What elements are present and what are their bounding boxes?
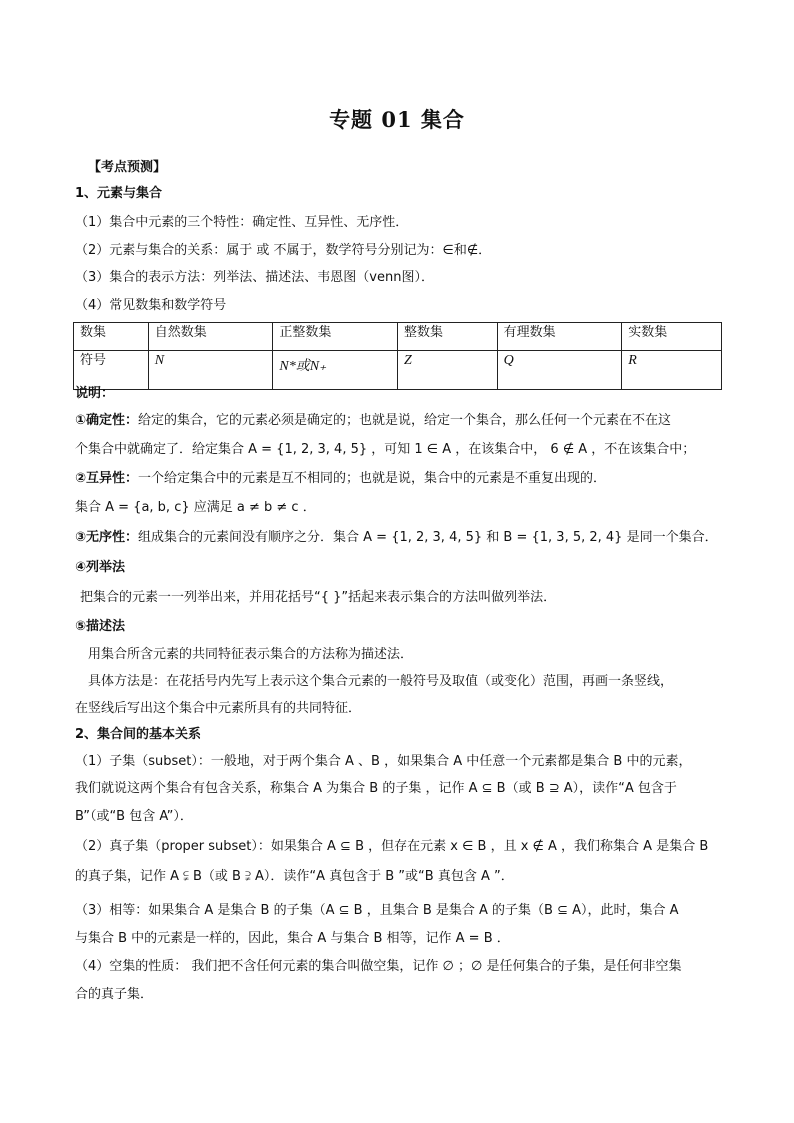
determinacy-text: 给定的集合，它的元素必须是确定的；也就是说，给定一个集合，那么任何一个元素在不在这 <box>138 413 672 428</box>
roster-method-label: ④列举法 <box>75 560 126 575</box>
table-cell: 符号 <box>74 351 149 390</box>
subset-line-3: B”（或“B 包含 A”）． <box>75 809 193 824</box>
roster-method-text: 把集合的元素一一列举出来，并用花括号“{ }”括起来表示集合的方法叫做列举法． <box>80 590 557 605</box>
empty-set-line-2: 合的真子集． <box>75 987 154 1002</box>
distinctness-line-1 <box>75 469 775 489</box>
table-cell: 有理数集 <box>497 323 622 351</box>
distinctness-text: 一个给定集合中的元素是互不相同的；也就是说，集合中的元素是不重复出现的． <box>138 471 607 486</box>
heading-elements-and-sets: 1、元素与集合 <box>75 186 163 201</box>
note-label: 说明： <box>75 386 115 401</box>
section-label: 【考点预测】 <box>88 160 167 175</box>
unordered-label: ③无序性： <box>75 530 139 545</box>
distinctness-line-2: 集合 A = {a, b, c} 应满足 a ≠ b ≠ c ． <box>75 500 316 515</box>
number-sets-table <box>73 322 722 390</box>
table-cell: 整数集 <box>397 323 497 351</box>
point-3-text: （3）集合的表示方法：列举法、描述法、韦恩图（venn图）． <box>75 270 434 285</box>
proper-subset-line-1: （2）真子集（proper subset）：如果集合 A ⊆ B ，但存在元素 x ∈ B ，且 x ∉ A ，我们称集合 A 是集合 B <box>75 839 709 854</box>
subset-line-1: （1）子集（subset）：一般地，对于两个集合 A 、B ，如果集合 A 中任意一个元素都是集合 B 中的元素， <box>75 754 692 769</box>
description-method-text-1: 用集合所含元素的共同特征表示集合的方法称为描述法． <box>88 647 414 662</box>
table-header-row <box>74 323 722 351</box>
point-1-text: （1）集合中元素的三个特性：确定性、互异性、无序性． <box>75 215 409 230</box>
table-cell: Z <box>397 351 497 390</box>
subset-line-2: 我们就说这两个集合有包含关系，称集合 A 为集合 B 的子集 ，记作 A ⊆ B（或 B ⊇ A），读作“A 包含于 <box>75 781 677 796</box>
table-cell: 正整数集 <box>273 323 398 351</box>
table-cell: N*或N₊ <box>273 351 398 390</box>
equality-line-2: 与集合 B 中的元素是一样的，因此，集合 A 与集合 B 相等，记作 A = B ． <box>75 931 510 946</box>
determinacy-line-1 <box>75 411 775 431</box>
table-cell: R <box>622 351 722 390</box>
equality-line-1: （3）相等：如果集合 A 是集合 B 的子集（A ⊆ B ，且集合 B 是集合 A 的子集（B ⊆ A），此时，集合 A <box>75 903 679 918</box>
empty-set-line-1: （4）空集的性质： 我们把不含任何元素的集合叫做空集，记作 ∅ ；∅ 是任何集合的子集，是任何非空集 <box>75 959 682 974</box>
heading-set-relations: 2、集合间的基本关系 <box>75 727 202 742</box>
determinacy-label: ①确定性： <box>75 413 139 428</box>
proper-subset-line-2: 的真子集，记作 A ⫋ B（或 B ⫌ A）．读作“A 真包含于 B ”或“B 真包含 A ”． <box>75 869 514 884</box>
table-cell: 自然数集 <box>148 323 273 351</box>
unordered-line <box>75 528 775 548</box>
page-title: 专题 01 集合 <box>329 107 465 132</box>
description-method-text-2: 具体方法是：在花括号内先写上表示这个集合元素的一般符号及取值（或变化）范围，再画一条竖线， <box>88 674 674 689</box>
distinctness-label: ②互异性： <box>75 471 139 486</box>
point-4-text: （4）常见数集和数学符号 <box>75 298 227 313</box>
description-method-text-3: 在竖线后写出这个集合中元素所具有的共同特征． <box>75 701 362 716</box>
table-cell: N <box>148 351 273 390</box>
unordered-text: 组成集合的元素间没有顺序之分．集合 A = {1, 2, 3, 4, 5} 和 B = {1, 3, 5, 2, 4} 是同一个集合． <box>138 530 718 545</box>
description-method-label: ⑤描述法 <box>75 619 126 634</box>
table-cell: 实数集 <box>622 323 722 351</box>
determinacy-line-2: 个集合中就确定了．给定集合 A = {1, 2, 3, 4, 5} ，可知 1 ∈ A ，在该集合中， 6 ∉ A ，不在该集合中； <box>75 442 696 457</box>
point-2-text: （2）元素与集合的关系：属于 或 不属于，数学符号分别记为：∈和∉． <box>75 243 492 258</box>
table-cell: 数集 <box>74 323 149 351</box>
table-cell: Q <box>497 351 622 390</box>
